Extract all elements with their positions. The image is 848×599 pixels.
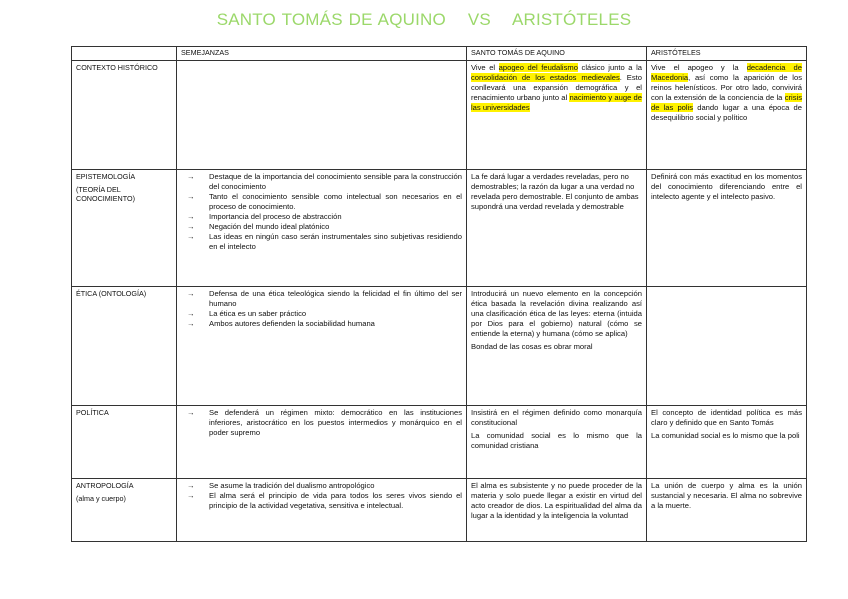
row-label-text: ANTROPOLOGÍA [76, 481, 134, 490]
tomas-cell [467, 170, 647, 287]
arrow-icon: → [187, 212, 195, 222]
cell-paragraph: La comunidad social es lo mismo que la poli [651, 431, 800, 441]
cell-text: Vive el apogeo y la [651, 63, 747, 72]
arrow-icon: → [187, 222, 195, 232]
row-label-text: ÉTICA (ONTOLOGÍA) [76, 289, 147, 298]
semejanzas-cell [177, 406, 467, 479]
list-item-text: Negación del mundo ideal platónico [209, 222, 330, 232]
list-item [187, 192, 462, 212]
cell-paragraph: La comunidad social es lo mismo que la comunidad cristiana [471, 431, 642, 451]
arrow-icon: → [187, 289, 195, 298]
aristoteles-cell [647, 479, 807, 542]
row-label-text: EPISTEMOLOGÍA [76, 172, 136, 181]
list-item [187, 309, 462, 319]
tomas-cell [467, 479, 647, 542]
cell-paragraph: Insistirá en el régimen definido como monarquía constitucional [471, 408, 642, 428]
arrow-icon: → [187, 232, 195, 242]
list-item [187, 491, 462, 511]
list-item-text: Defensa de una ética teleológica siendo la felicidad el fin último del ser humano [209, 289, 462, 309]
semejanzas-list [181, 408, 462, 438]
semejanzas-cell [177, 61, 467, 170]
arrow-icon: → [187, 172, 195, 181]
aristoteles-cell [647, 170, 807, 287]
header-semejanzas: SEMEJANZAS [177, 47, 467, 61]
cell-text: La fe dará lugar a verdades reveladas, pero no demostrables; la razón da lugar a una verdad no revelada pero demostrable. El conjunto de ambas supondrá una verdad revelada y demostrable [471, 172, 639, 212]
table-row [72, 479, 807, 542]
row-label [72, 287, 177, 406]
highlighted-text: consolidación de los estados medievales [471, 73, 620, 83]
row-label [72, 61, 177, 170]
row-label [72, 406, 177, 479]
row-label-sub: (TEORÍA DEL CONOCIMIENTO) [76, 184, 135, 203]
list-item [187, 212, 462, 222]
list-item [187, 232, 462, 252]
cell-text: La unión de cuerpo y alma es la unión sustancial y necesaria. El alma no sobrevive a la muerte. [651, 481, 802, 511]
semejanzas-cell [177, 170, 467, 287]
list-item-text: Las ideas en ningún caso serán instrumentales sino subjetivas residiendo en el intelecto [209, 232, 462, 252]
table-row [72, 61, 807, 170]
tomas-cell [467, 406, 647, 479]
list-item [187, 319, 462, 329]
table-row [72, 406, 807, 479]
arrow-icon: → [187, 309, 195, 319]
table-row [72, 287, 807, 406]
title-right: ARISTÓTELES [511, 10, 632, 29]
semejanzas-list [181, 172, 462, 252]
row-label-sub: (alma y cuerpo) [76, 493, 126, 503]
cell-paragraph: El concepto de identidad política es más claro y definido que en Santo Tomás [651, 408, 802, 428]
list-item [187, 408, 462, 438]
title-left: SANTO TOMÁS DE AQUINO [216, 10, 446, 29]
list-item-text: Se asume la tradición del dualismo antropológico [209, 481, 375, 490]
list-item [187, 289, 462, 309]
cell-text: , así como la aparición de los reinos helenísticos. Por otro lado, convivirá con la extensión de la conciencia de la [651, 73, 802, 103]
cell-text: dando lugar a una época de desequilibrio social y político [651, 103, 802, 123]
aristoteles-cell [647, 406, 807, 479]
arrow-icon: → [187, 319, 195, 329]
highlighted-text: decadencia de Macedonia [651, 63, 802, 83]
row-label-text: CONTEXTO HISTÓRICO [76, 63, 158, 72]
tomas-cell [467, 287, 647, 406]
header-tomas: SANTO TOMÁS DE AQUINO [467, 47, 647, 61]
aristoteles-cell [647, 61, 807, 170]
semejanzas-cell [177, 479, 467, 542]
arrow-icon: → [187, 192, 195, 202]
row-label [72, 170, 177, 287]
header-aristoteles: ARISTÓTELES [647, 47, 807, 61]
title-vs: VS [467, 10, 491, 29]
list-item [187, 481, 462, 491]
page-title [0, 10, 848, 30]
cell-text: Definirá con más exactitud en los momentos del conocimiento diferenciando entre el intelecto agente y el intelecto pasivo. [651, 172, 802, 202]
cell-paragraph: Bondad de las cosas es obrar moral [471, 342, 593, 352]
semejanzas-cell [177, 287, 467, 406]
header-empty [72, 47, 177, 61]
list-item-text: La ética es un saber práctico [209, 309, 307, 319]
list-item [187, 172, 462, 192]
arrow-icon: → [187, 481, 195, 490]
cell-text: El alma es subsistente y no puede proceder de la materia y solo puede llegar a existir en virtud del acto creador de dios. La espiritualidad del alma da lugar a la identidad y la inteligencia la voluntad [471, 481, 642, 521]
list-item [187, 222, 462, 232]
header-row [72, 47, 807, 61]
list-item-text: El alma será el principio de vida para todos los seres vivos siendo el principio de la actividad vegetativa, sensitiva e intelectual. [209, 491, 462, 511]
list-item-text: Importancia del proceso de abstracción [209, 212, 342, 222]
semejanzas-list [181, 289, 462, 329]
list-item-text: Se defenderá un régimen mixto: democrático en las instituciones inferiores, aristocrático en los puestos intermedios y monárquico en el poder supremo [209, 408, 462, 438]
highlighted-text: apogeo del feudalismo [498, 63, 578, 72]
arrow-icon: → [187, 491, 195, 501]
cell-text: clásico junto a la [577, 63, 642, 72]
list-item-text: Destaque de la importancia del conocimiento sensible para la construcción del conocimiento [209, 172, 462, 192]
row-label [72, 479, 177, 542]
list-item-text: Tanto el conocimiento sensible como intelectual son necesarios en el proceso de conocimiento. [209, 192, 462, 212]
row-label-text: POLÍTICA [76, 408, 109, 417]
arrow-icon: → [187, 408, 195, 417]
cell-text: . Esto conllevará una expansión demográfica y el renacimiento urbano junto al [471, 73, 642, 103]
cell-text: Vive el [471, 63, 499, 72]
cell-paragraph: Introducirá un nuevo elemento en la concepción ética basada la revelación divina realizando así una clasificación ética de las leyes: eterna (intuida por Dios para el gobierno) natural (cómo se entiende la eterna) y humana (cómo se aplica) [471, 289, 642, 339]
semejanzas-list [181, 481, 462, 511]
highlighted-text: crisis de las polis [651, 93, 802, 113]
highlighted-text: nacimiento y auge de las universidades [471, 93, 642, 113]
tomas-cell [467, 61, 647, 170]
aristoteles-cell [647, 287, 807, 406]
list-item-text: Ambos autores defienden la sociabilidad humana [209, 319, 375, 329]
table-row [72, 170, 807, 287]
comparison-table [71, 46, 807, 542]
